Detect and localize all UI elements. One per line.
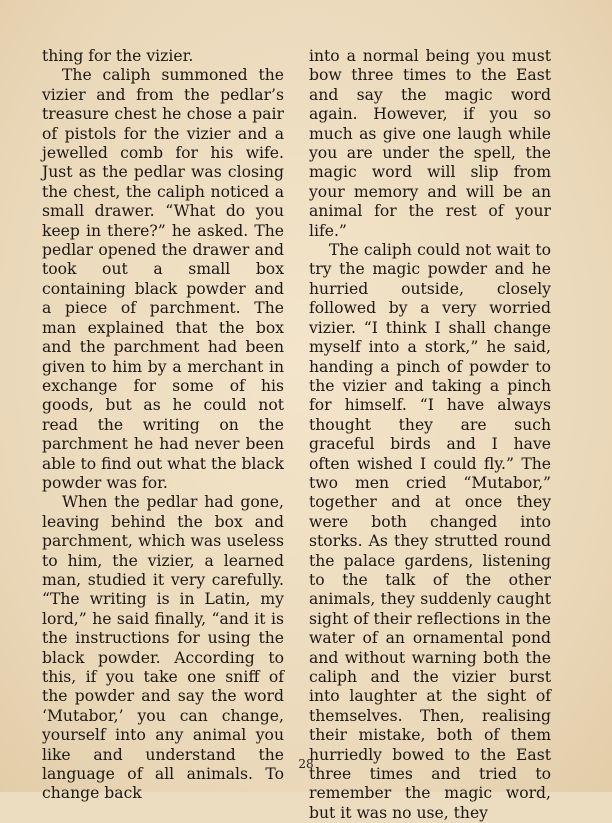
paragraph: When the pedlar had gone, leaving behind the box and parchment, which was useless to him, the vizier, a learned man, studied it very carefully. “The writing is in Latin, my lord,” he said finally, “and it is the instructions for using the black powder. According to this, if you take one sniff of the powder and say the word ‘Mutabor,’ you can change, yourself into any animal you like and understand the language of all animals. To change back: [42, 493, 284, 803]
right-text-column: [309, 47, 551, 823]
paragraph: thing for the vizier.: [42, 47, 194, 65]
paragraph: The caliph could not wait to try the magic powder and he hurried outside, closely followed by a very worried vizier. “I think I shall change myself into a stork,” he said, handing a pinch of powder to the vizier and taking a pinch for himself. “I have always thought they are such graceful birds and I have often wished I could fly.” The two men cried “Mutabor,” together and at once they were both changed into storks. As they strutted round the palace gardens, listening to the talk of the other animals, they suddenly caught sight of their reflections in the water of an ornamental pond and without warning both the caliph and the vizier burst into laughter at the sight of themselves. Then, realising their mistake, both of them hurriedly bowed to the East three times and tried to remember the magic word, but it was no use, they: [309, 241, 551, 822]
left-text-column: [42, 47, 284, 804]
page-number: 28: [298, 757, 314, 771]
paragraph: into a normal being you must bow three times to the East and say the magic word again. However, if you so much as give one laugh while you are under the spell, the magic word will slip from your memory and will be an animal for the rest of your life.”: [309, 47, 551, 240]
paragraph: The caliph summoned the vizier and from the pedlar’s treasure chest he chose a pair of pistols for the vizier and a jewelled comb for his wife. Just as the pedlar was closing the chest, the caliph noticed a small drawer. “What do you keep in there?” he asked. The pedlar opened the drawer and took out a small box containing black powder and a piece of parchment. The man explained that the box and the parchment had been given to him by a merchant in exchange for some of his goods, but as he could not read the writing on the parchment he had never been able to find out what the black powder was for.: [42, 66, 284, 492]
